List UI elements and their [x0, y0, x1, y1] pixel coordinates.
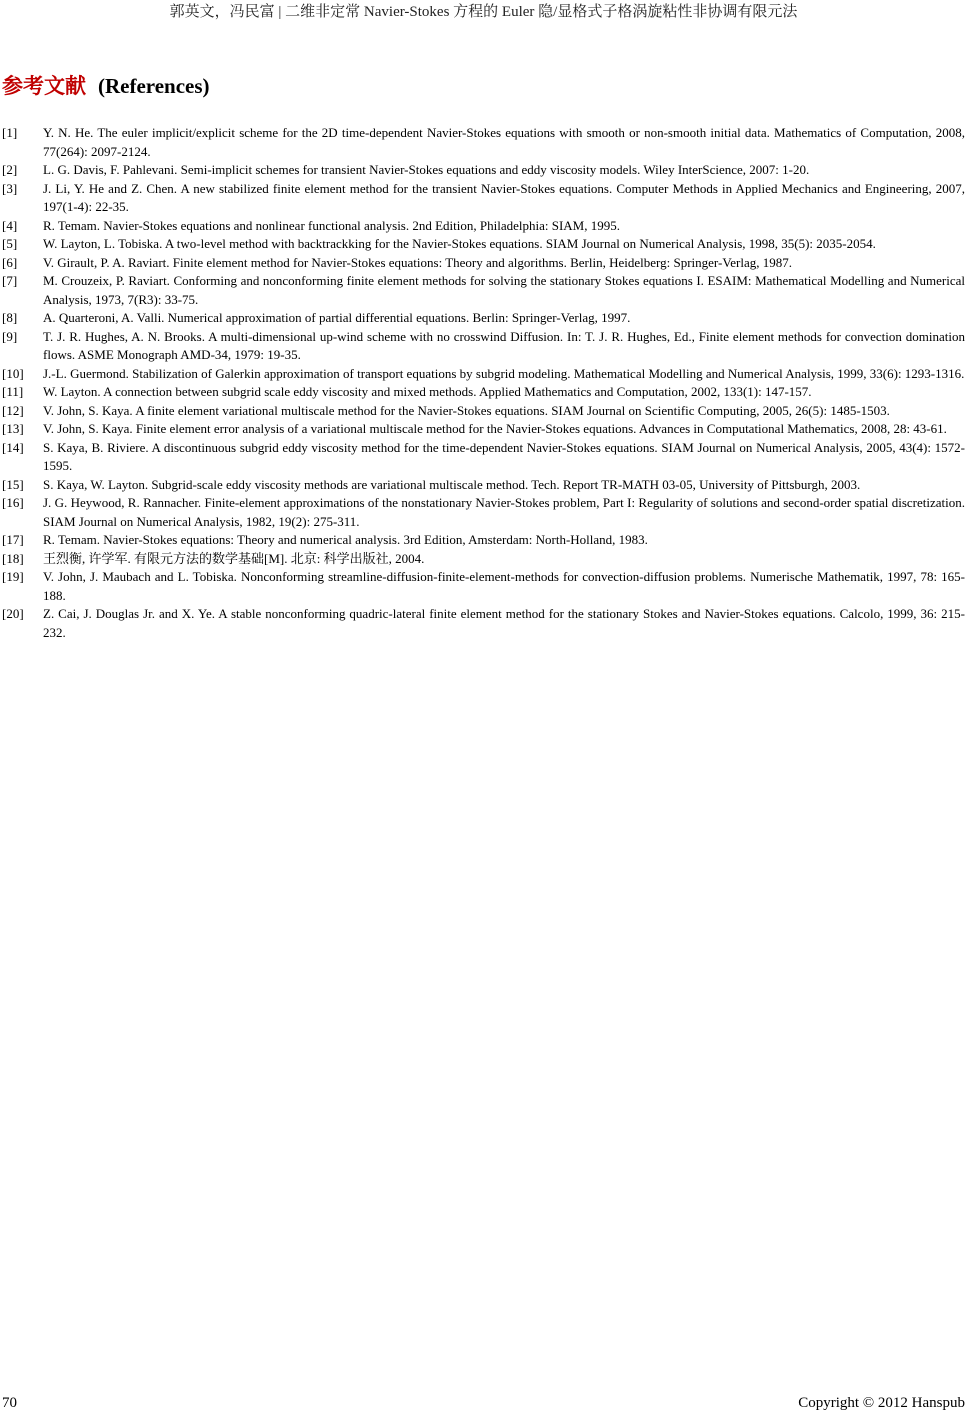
reference-number: [9] — [2, 328, 18, 344]
reference-item — [2, 217, 965, 236]
reference-text: M. Crouzeix, P. Raviart. Conforming and nonconforming finite element methods for solving the stationary Stokes equations I. ESAIM: Mathematical Modelling and Numerical Analysis, 1973, 7(R3): 33-75. — [43, 273, 965, 307]
reference-text: V. Girault, P. A. Raviart. Finite element method for Navier-Stokes equations: Theory and algorithms. Berlin, Heidelberg: Springer-Verlag, 1987. — [43, 254, 793, 270]
reference-number: [19] — [2, 569, 24, 584]
references-heading — [2, 72, 210, 100]
reference-item — [2, 531, 965, 550]
reference-item — [2, 383, 965, 402]
reference-number: [15] — [2, 476, 24, 492]
reference-text: A. Quarteroni, A. Valli. Numerical approximation of partial differential equations. Berlin: Springer-Verlag, 1997. — [43, 310, 631, 325]
reference-number: [16] — [2, 495, 24, 510]
reference-number: [4] — [2, 217, 18, 233]
reference-number: [11] — [2, 384, 24, 399]
reference-text: V. John, J. Maubach and L. Tobiska. Nonconforming streamline-diffusion-finite-element-methods for convection-diffusion problems. Numerische Mathematik, 1997, 78: 165-188. — [43, 569, 965, 603]
reference-text: V. John, S. Kaya. A finite element variational multiscale method for the Navier-Stokes equations. SIAM Journal on Scientific Computing, 2005, 26(5): 1485-1503. — [43, 402, 890, 418]
reference-number: [1] — [2, 125, 18, 140]
reference-item — [2, 476, 965, 495]
reference-item — [2, 309, 965, 328]
reference-text: Y. N. He. The euler implicit/explicit scheme for the 2D time-dependent Navier-Stokes equations with smooth or non-smooth initial data. Mathematics of Computation, 2008, 77(264): 2097-2124. — [43, 125, 965, 159]
reference-item — [2, 402, 965, 421]
reference-item — [2, 180, 965, 217]
reference-item — [2, 235, 965, 254]
reference-number: [7] — [2, 273, 18, 288]
reference-number: [14] — [2, 439, 24, 455]
reference-text: J.-L. Guermond. Stabilization of Galerkin approximation of transport equations by subgrid modeling. Mathematical Modelling and Numerical Analysis, 1999, 33(6): 1293-1316. — [43, 365, 965, 381]
reference-item — [2, 439, 965, 476]
reference-number: [10] — [2, 365, 24, 381]
reference-text: T. J. R. Hughes, A. N. Brooks. A multi-dimensional up-wind scheme with no crosswind Diffusion. In: T. J. R. Hughes, Ed., Finite element methods for convection domination flows. ASME Monograph AMD-34, 1979: 19-35. — [43, 328, 965, 362]
reference-number: [12] — [2, 402, 24, 418]
reference-text: V. John, S. Kaya. Finite element error analysis of a variational multiscale method for the Navier-Stokes equations. Advances in Computational Mathematics, 2008, 28: 43-61. — [43, 421, 947, 436]
references-heading-zh: 参考文献 — [2, 74, 86, 98]
reference-number: [20] — [2, 606, 24, 621]
reference-number: [3] — [2, 180, 18, 196]
reference-text: J. Li, Y. He and Z. Chen. A new stabilized finite element method for the transient Navier-Stokes equations. Computer Methods in Applied Mechanics and Engineering, 2007, 197(1-4): 22-35. — [43, 180, 965, 214]
reference-item — [2, 161, 965, 180]
reference-item — [2, 124, 965, 161]
references-heading-en: (References) — [98, 74, 210, 98]
reference-text: 王烈衡, 许学军. 有限元方法的数学基础[M]. 北京: 科学出版社, 2004. — [43, 550, 425, 566]
reference-number: [5] — [2, 236, 18, 251]
reference-item — [2, 605, 965, 642]
reference-item — [2, 254, 965, 273]
reference-item — [2, 272, 965, 309]
reference-item — [2, 494, 965, 531]
reference-text: S. Kaya, W. Layton. Subgrid-scale eddy viscosity methods are variational multiscale method. Tech. Report TR-MATH 03-05, University of Pittsburgh, 2003. — [43, 476, 861, 492]
reference-number: [2] — [2, 162, 18, 177]
reference-list — [2, 124, 965, 642]
reference-number: [17] — [2, 532, 24, 547]
reference-text: Z. Cai, J. Douglas Jr. and X. Ye. A stable nonconforming quadric-lateral finite element method for the stationary Stokes and Navier-Stokes equations. Calcolo, 1999, 36: 215-232. — [43, 606, 965, 640]
page-number: 70 — [2, 1395, 17, 1411]
reference-number: [18] — [2, 550, 24, 566]
reference-text: L. G. Davis, F. Pahlevani. Semi-implicit schemes for transient Navier-Stokes equations and eddy viscosity models. Wiley InterScience, 2007: 1-20. — [43, 162, 810, 177]
reference-number: [8] — [2, 310, 18, 325]
reference-text: R. Temam. Navier-Stokes equations: Theory and numerical analysis. 3rd Edition, Amsterdam: North-Holland, 1983. — [43, 532, 648, 547]
reference-number: [13] — [2, 421, 24, 436]
reference-text: W. Layton, L. Tobiska. A two-level method with backtrackking for the Navier-Stokes equations. SIAM Journal on Numerical Analysis, 1998, 35(5): 2035-2054. — [43, 236, 876, 251]
reference-item — [2, 365, 965, 384]
copyright-notice: Copyright © 2012 Hanspub — [798, 1395, 965, 1411]
reference-item — [2, 420, 965, 439]
reference-item — [2, 328, 965, 365]
reference-number: [6] — [2, 254, 18, 270]
reference-text: J. G. Heywood, R. Rannacher. Finite-element approximations of the nonstationary Navier-Stokes problem, Part I: Regularity of solutions and second-order spatial discretization. SIAM Journal on Numerical Analysis, 1982, 19(2): 275-311. — [43, 495, 965, 529]
reference-item — [2, 568, 965, 605]
reference-text: S. Kaya, B. Riviere. A discontinuous subgrid eddy viscosity method for the time-dependent Navier-Stokes equations. SIAM Journal on Numerical Analysis, 2005, 43(4): 1572-1595. — [43, 439, 965, 473]
running-header: 郭英文，冯民富 | 二维非定常 Navier-Stokes 方程的 Euler 隐/显格式子格涡旋粘性非协调有限元法 — [169, 4, 798, 20]
reference-text: R. Temam. Navier-Stokes equations and nonlinear functional analysis. 2nd Edition, Philadelphia: SIAM, 1995. — [43, 217, 620, 233]
reference-item — [2, 550, 965, 569]
reference-text: W. Layton. A connection between subgrid scale eddy viscosity and mixed methods. Applied Mathematics and Computation, 2002, 133(1): 147-157. — [43, 384, 812, 399]
